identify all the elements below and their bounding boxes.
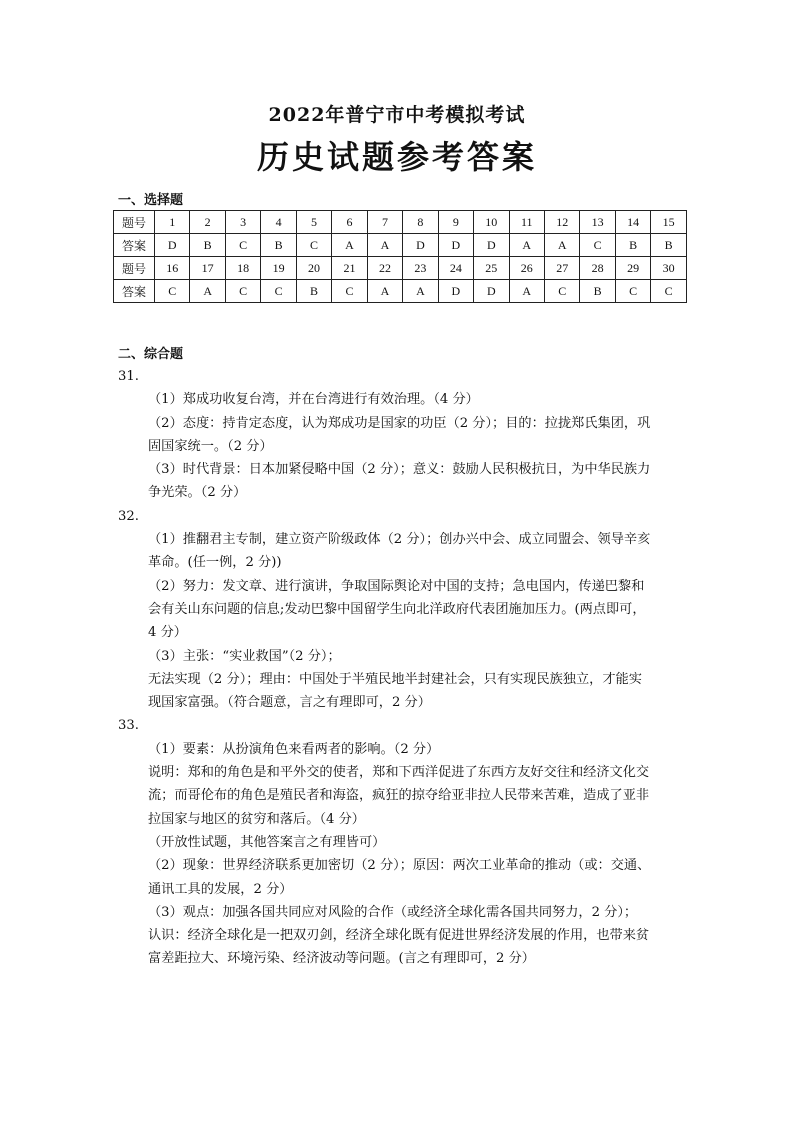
answer-table (113, 210, 687, 303)
table-cell: 8 (403, 211, 438, 234)
table-cell: 14 (615, 211, 650, 234)
table-cell: 24 (438, 257, 473, 280)
table-cell: A (509, 280, 544, 303)
table-cell: 7 (367, 211, 402, 234)
answer-table-row (114, 211, 687, 234)
answer-line: 认识：经济全球化是一把双刃剑，经济全球化既有促进世界经济发展的作用，也带来贫 (148, 928, 650, 944)
answer-line: （2）努力：发文章、进行演讲，争取国际舆论对中国的支持；急电国内，传递巴黎和 (148, 578, 645, 594)
section-heading-multiple-choice: 一、选择题 (118, 193, 184, 208)
table-cell: 17 (190, 257, 225, 280)
table-cell: 1 (155, 211, 190, 234)
table-cell: C (296, 234, 331, 257)
table-cell: A (544, 234, 579, 257)
answer-line: 说明：郑和的角色是和平外交的使者，郑和下西洋促进了东西方友好交往和经济文化交 (148, 765, 650, 781)
answer-line: （1）推翻君主专制，建立资产阶级政体（2 分）；创办兴中会、成立同盟会、领导辛亥 (148, 532, 651, 548)
section-heading-comprehensive: 二、综合题 (118, 347, 184, 362)
table-cell: 18 (225, 257, 260, 280)
table-cell: D (474, 280, 509, 303)
table-cell: C (580, 234, 615, 257)
answer-line: （2）现象：世界经济联系更加密切（2 分）；原因：两次工业革命的推动（或：交通、 (148, 858, 651, 874)
table-cell: 29 (615, 257, 650, 280)
table-cell: A (403, 280, 438, 303)
answer-line: 4 分） (148, 625, 187, 641)
table-cell: 19 (261, 257, 296, 280)
table-cell: 16 (155, 257, 190, 280)
table-cell: C (544, 280, 579, 303)
table-cell: 20 (296, 257, 331, 280)
answer-line: 拉国家与地区的贫穷和落后。（4 分） (148, 811, 365, 827)
table-cell: D (438, 234, 473, 257)
table-cell: A (190, 280, 225, 303)
table-cell: 6 (332, 211, 367, 234)
answer-line: 流；而哥伦布的角色是殖民者和海盗，疯狂的掠夺给亚非拉人民带来苦难，造成了亚非 (148, 788, 650, 804)
answer-line: （3）观点：加强各国共同应对风险的合作（或经济全球化需各国共同努力，2 分）； (148, 904, 638, 920)
comprehensive-answers (118, 365, 678, 971)
table-cell: 15 (651, 211, 687, 234)
answer-line: （3）主张：“实业救国”（2 分）； (148, 648, 341, 664)
answer-line: （3）时代背景：日本加紧侵略中国（2 分）；意义：鼓励人民积极抗日，为中华民族力 (148, 462, 651, 478)
table-cell: C (332, 280, 367, 303)
table-cell: C (615, 280, 650, 303)
table-cell: 5 (296, 211, 331, 234)
answer-line: （开放性试题，其他答案言之有理皆可） (148, 834, 386, 850)
table-cell: 9 (438, 211, 473, 234)
answer-table-row (114, 280, 687, 303)
table-cell: 22 (367, 257, 402, 280)
answer-line: 富差距拉大、环境污染、经济波动等问题。(言之有理即可，2 分） (148, 951, 535, 967)
answer-line: 革命。(任一例，2 分)) (148, 555, 282, 571)
table-cell: 30 (651, 257, 687, 280)
table-cell: D (438, 280, 473, 303)
answer-line: 固国家统一。（2 分） (148, 438, 273, 454)
answer-line: 通讯工具的发展，2 分） (148, 881, 293, 897)
table-cell: C (651, 280, 687, 303)
row-label-cell: 题号 (114, 257, 155, 280)
table-cell: 13 (580, 211, 615, 234)
row-label-cell: 答案 (114, 280, 155, 303)
table-cell: A (509, 234, 544, 257)
table-cell: C (261, 280, 296, 303)
table-cell: B (651, 234, 687, 257)
table-cell: D (403, 234, 438, 257)
answer-table-row (114, 234, 687, 257)
answer-line: 无法实现（2 分）；理由：中国处于半殖民地半封建社会，只有实现民族独立，才能实 (148, 671, 642, 687)
table-cell: A (367, 234, 402, 257)
table-cell: 28 (580, 257, 615, 280)
table-cell: B (296, 280, 331, 303)
table-cell: A (367, 280, 402, 303)
table-cell: 3 (225, 211, 260, 234)
answer-line: 争光荣。（2 分） (148, 485, 247, 501)
table-cell: 23 (403, 257, 438, 280)
answer-line: （1）要素：从扮演角色来看两者的影响。（2 分） (148, 741, 440, 757)
table-cell: D (155, 234, 190, 257)
answer-line: 现国家富强。（符合题意，言之有理即可，2 分） (148, 695, 431, 711)
table-cell: C (225, 280, 260, 303)
question-number-31: 31. (118, 369, 139, 384)
row-label-cell: 题号 (114, 211, 155, 234)
question-number-33: 33. (118, 718, 139, 734)
table-cell: C (155, 280, 190, 303)
answer-line: （2）态度：持肯定态度，认为郑成功是国家的功臣（2 分）；目的：拉拢郑氏集团，巩 (148, 415, 651, 431)
exam-subtitle: 2022年普宁市中考模拟考试 (268, 104, 526, 126)
table-cell: 27 (544, 257, 579, 280)
table-cell: C (225, 234, 260, 257)
answer-line: 会有关山东问题的信息;发动巴黎中国留学生向北洋政府代表团施加压力。(两点即可， (148, 601, 646, 617)
table-cell: A (332, 234, 367, 257)
page-title: 历史试题参考答案 (256, 138, 537, 176)
row-label-cell: 答案 (114, 234, 155, 257)
answer-table-row (114, 257, 687, 280)
table-cell: 26 (509, 257, 544, 280)
table-cell: B (261, 234, 296, 257)
table-cell: 25 (474, 257, 509, 280)
table-cell: B (190, 234, 225, 257)
table-cell: 21 (332, 257, 367, 280)
table-cell: B (580, 280, 615, 303)
table-cell: 12 (544, 211, 579, 234)
table-cell: 11 (509, 211, 544, 234)
table-cell: 10 (474, 211, 509, 234)
question-number-32: 32. (118, 508, 139, 524)
table-cell: 4 (261, 211, 296, 234)
answer-line: （1）郑成功收复台湾，并在台湾进行有效治理。（4 分） (148, 392, 479, 408)
table-cell: D (474, 234, 509, 257)
table-cell: B (615, 234, 650, 257)
table-cell: 2 (190, 211, 225, 234)
